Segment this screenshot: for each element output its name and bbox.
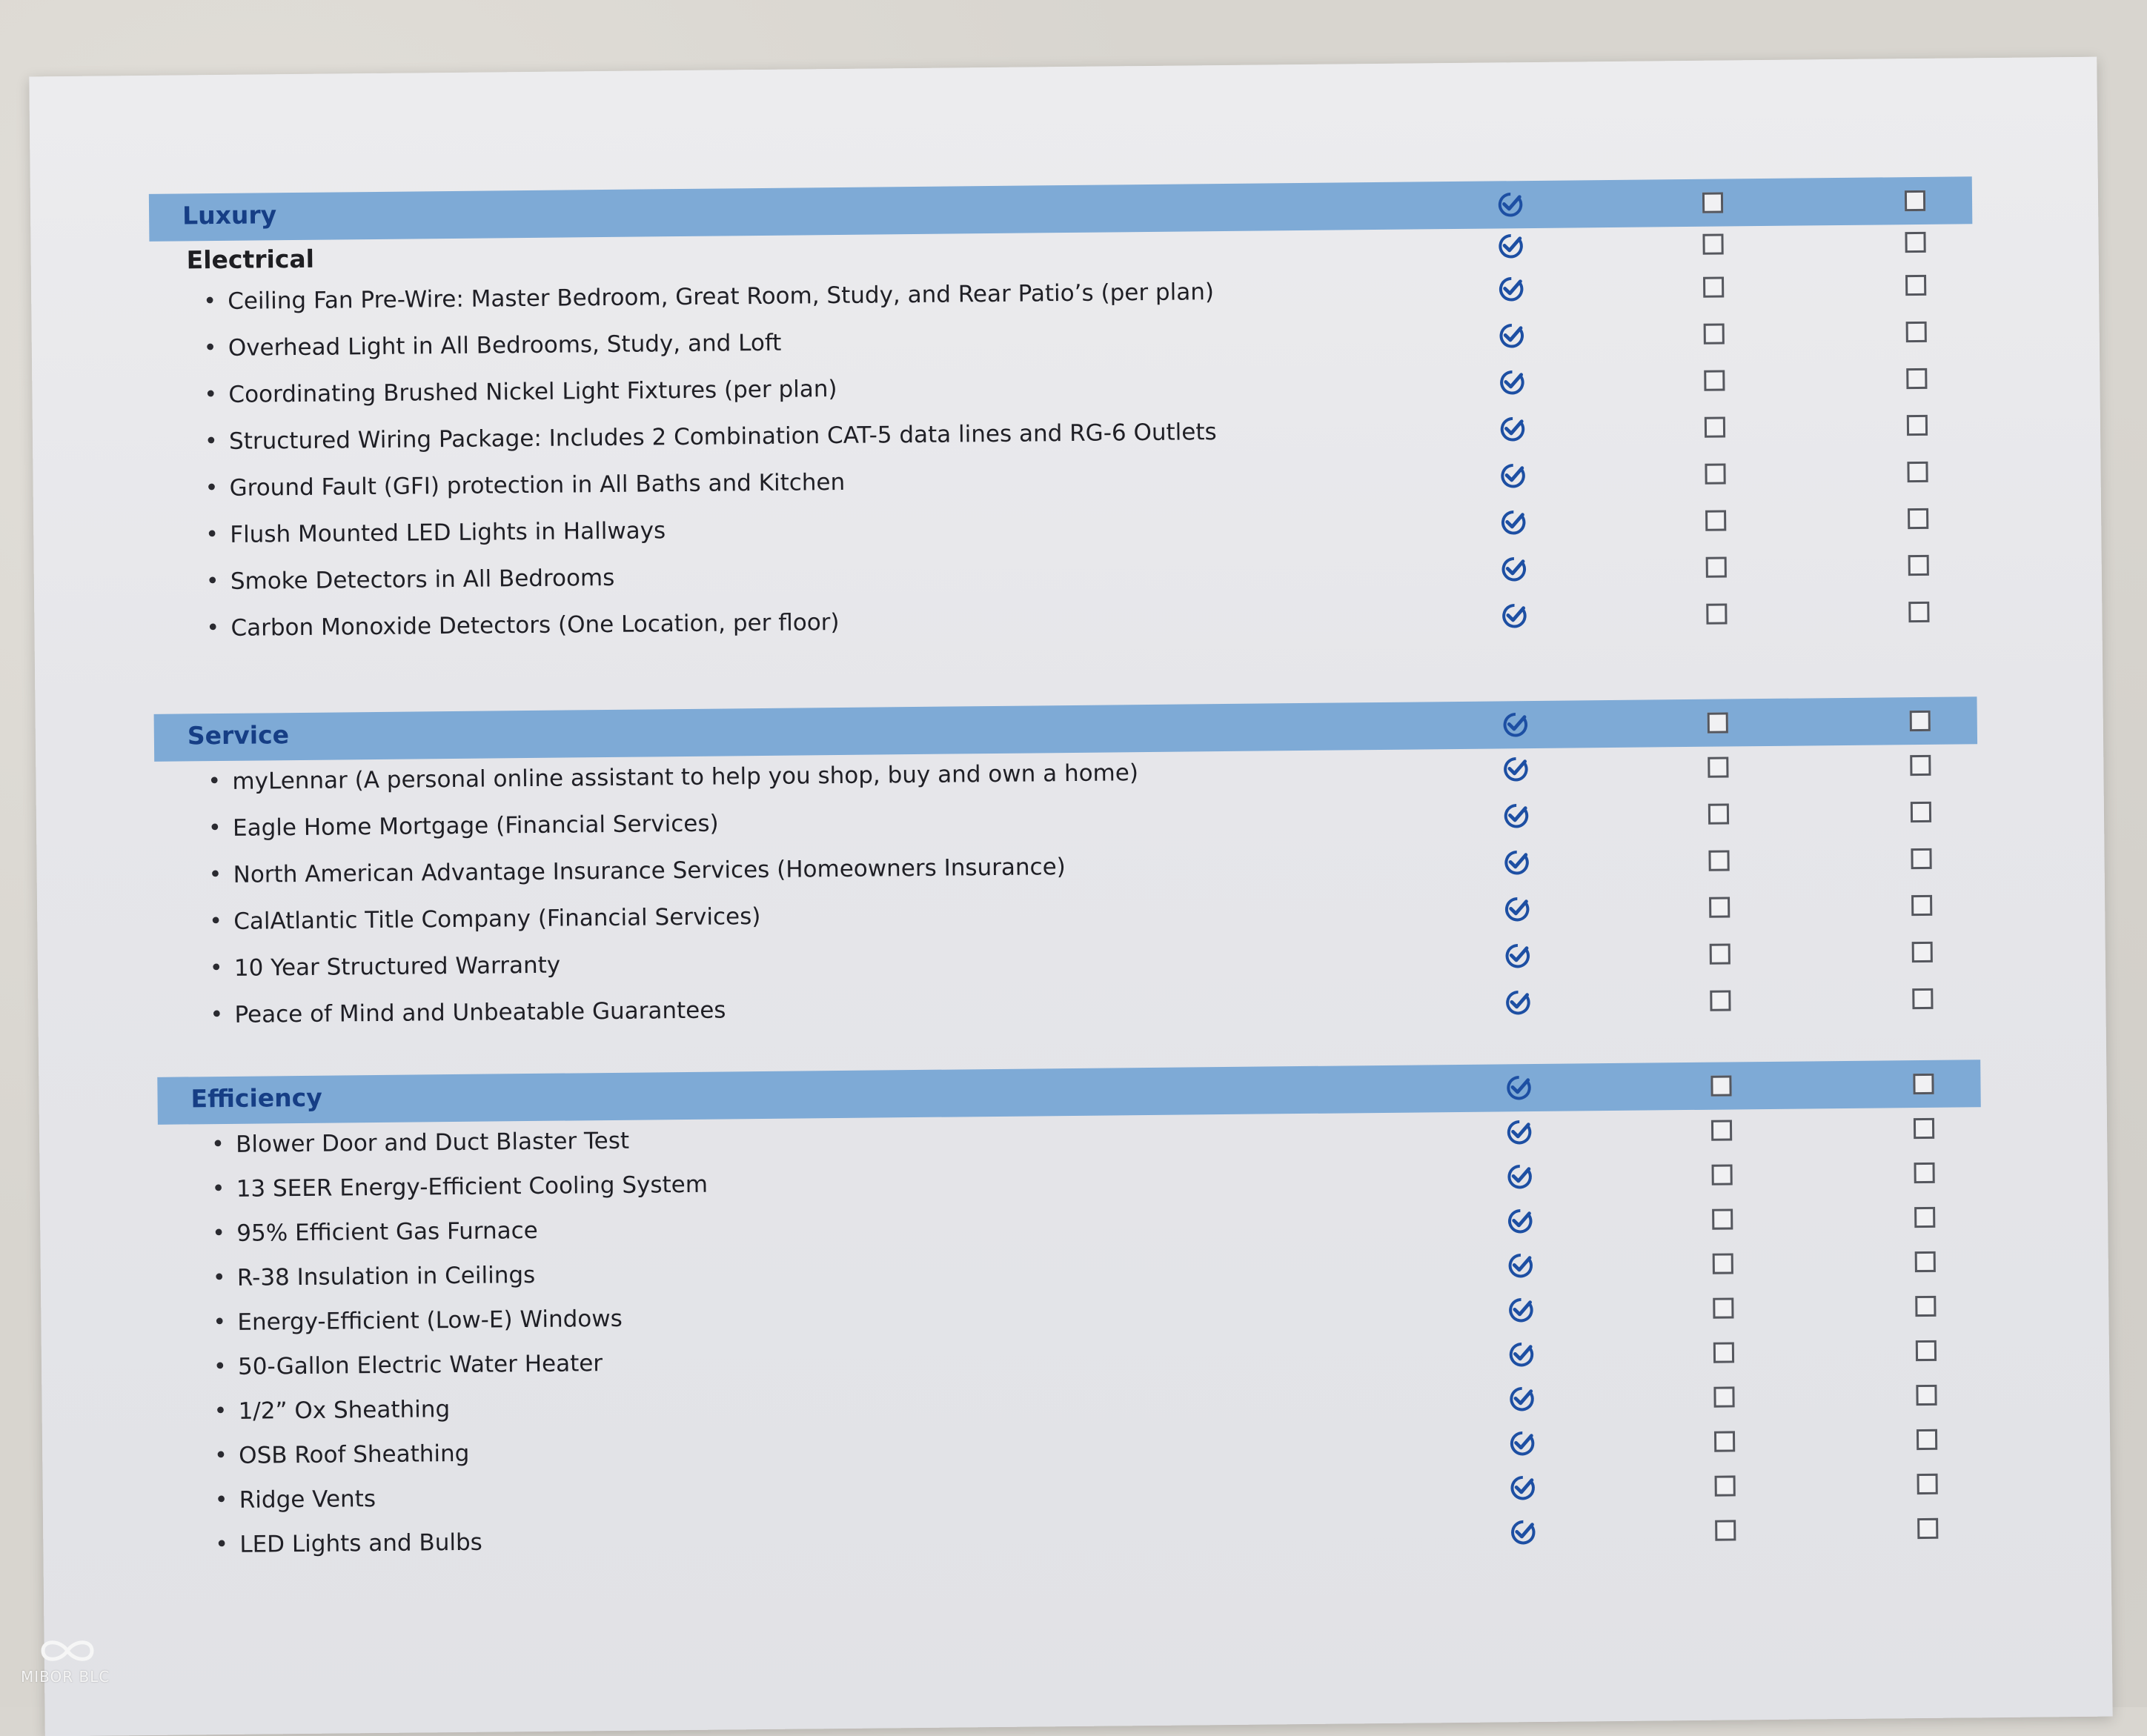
feature-text: Structured Wiring Package: Includes 2 Combination CAT-5 data lines and RG-6 Outlets — [228, 419, 1217, 455]
empty-checkbox — [1911, 1247, 1940, 1277]
empty-checkbox — [1912, 1425, 1942, 1454]
section-luxury — [149, 176, 1977, 655]
feature-text: Overhead Light in All Bedrooms, Study, and Loft — [228, 329, 782, 362]
checked-circle-icon — [1507, 1429, 1537, 1458]
feature-text: 50-Gallon Electric Water Heater — [237, 1350, 603, 1380]
empty-checkbox — [1913, 1514, 1942, 1543]
bullet-icon: • — [213, 1397, 228, 1425]
bullet-icon: • — [208, 861, 222, 888]
section-title: Luxury — [182, 200, 277, 230]
bullet-icon: • — [209, 908, 223, 935]
checked-circle-icon — [1505, 1206, 1535, 1236]
empty-checkbox — [1708, 1204, 1737, 1234]
bullet-icon: • — [204, 382, 218, 408]
checked-circle-icon — [1498, 414, 1527, 444]
empty-checkbox — [1699, 272, 1728, 302]
feature-text: R-38 Insulation in Ceilings — [236, 1261, 536, 1291]
empty-checkbox — [1902, 364, 1931, 393]
empty-checkbox — [1906, 844, 1936, 874]
checked-circle-icon — [1496, 274, 1526, 304]
empty-checkbox — [1904, 597, 1934, 627]
bullet-icon: • — [205, 475, 219, 502]
feature-text: Coordinating Brushed Nickel Light Fixtures (per plan) — [228, 375, 837, 408]
empty-checkbox — [1710, 1426, 1739, 1456]
empty-checkbox — [1902, 457, 1932, 487]
checked-circle-icon — [1499, 508, 1528, 537]
empty-checkbox — [1912, 1469, 1942, 1499]
feature-text: Ceiling Fan Pre-Wire: Master Bedroom, Great Room, Study, and Rear Patio’s (per plan) — [228, 279, 1215, 315]
feature-text: 13 SEER Energy-Efficient Cooling System — [236, 1171, 709, 1203]
watermark-label: MIBOR BLC — [21, 1668, 110, 1686]
checked-circle-icon — [1504, 1073, 1533, 1103]
bullet-icon: • — [214, 1442, 228, 1469]
empty-checkbox — [1702, 599, 1731, 628]
empty-checkbox — [1900, 227, 1930, 257]
empty-checkbox — [1907, 891, 1937, 920]
bullet-icon: • — [215, 1531, 229, 1558]
checked-circle-icon — [1504, 1117, 1534, 1147]
section-title: Efficiency — [190, 1082, 322, 1114]
feature-text: Peace of Mind and Unbeatable Guarantees — [234, 997, 726, 1028]
feature-text: CalAtlantic Title Company (Financial Services) — [233, 903, 761, 935]
empty-checkbox — [1705, 892, 1734, 922]
empty-checkbox — [1902, 410, 1932, 440]
empty-checkbox — [1904, 551, 1934, 580]
item-list — [150, 264, 1977, 655]
bullet-icon: • — [212, 1220, 226, 1247]
bullet-icon: • — [203, 288, 217, 315]
empty-checkbox — [1900, 186, 1930, 216]
feature-text: OSB Roof Sheathing — [239, 1440, 470, 1469]
checked-circle-icon — [1506, 1295, 1536, 1325]
section-efficiency — [157, 1060, 1985, 1569]
empty-checkbox — [1903, 504, 1933, 533]
empty-checkbox — [1709, 1382, 1739, 1411]
checked-circle-icon — [1503, 941, 1533, 971]
checked-circle-icon — [1499, 601, 1529, 631]
empty-checkbox — [1908, 984, 1937, 1014]
feature-text: Ground Fault (GFI) protection in All Baths and Kitchen — [229, 468, 846, 502]
empty-checkbox — [1911, 1336, 1941, 1366]
empty-checkbox — [1703, 708, 1733, 737]
feature-text: LED Lights and Bulbs — [239, 1529, 482, 1558]
empty-checkbox — [1707, 1115, 1736, 1145]
checked-circle-icon — [1501, 754, 1530, 784]
empty-checkbox — [1700, 412, 1730, 442]
feature-text: North American Advantage Insurance Services (Homeowners Insurance) — [233, 854, 1066, 888]
bullet-icon: • — [210, 1131, 225, 1158]
empty-checkbox — [1906, 797, 1936, 827]
subheading: Electrical — [186, 244, 315, 275]
empty-checkbox — [1700, 459, 1730, 488]
bullet-icon: • — [203, 335, 217, 362]
bullet-icon: • — [211, 1175, 225, 1203]
bullet-icon: • — [213, 1308, 227, 1336]
checked-circle-icon — [1503, 988, 1533, 1017]
checked-circle-icon — [1504, 1162, 1534, 1191]
bullet-icon: • — [205, 522, 219, 548]
feature-text: 10 Year Structured Warranty — [233, 951, 561, 982]
section-service — [154, 696, 1980, 1042]
empty-checkbox — [1908, 937, 1937, 967]
empty-checkbox — [1908, 1069, 1938, 1099]
empty-checkbox — [1709, 1337, 1739, 1367]
bullet-icon: • — [208, 768, 222, 795]
empty-checkbox — [1701, 505, 1730, 535]
bullet-icon: • — [214, 1486, 228, 1514]
feature-text: Blower Door and Duct Blaster Test — [235, 1127, 630, 1158]
checked-circle-icon — [1499, 554, 1529, 584]
item-list — [158, 1107, 1985, 1569]
empty-checkbox — [1902, 317, 1931, 347]
checked-circle-icon — [1496, 231, 1525, 261]
empty-checkbox — [1705, 939, 1735, 968]
checked-circle-icon — [1498, 461, 1527, 490]
feature-text: 95% Efficient Gas Furnace — [236, 1217, 538, 1247]
feature-text: myLennar (A personal online assistant to help you shop, buy and own a home) — [232, 759, 1139, 795]
empty-checkbox — [1708, 1248, 1738, 1278]
feature-text: Smoke Detectors in All Bedrooms — [230, 564, 615, 595]
bullet-icon: • — [208, 814, 222, 842]
empty-checkbox — [1699, 319, 1729, 348]
empty-checkbox — [1702, 552, 1731, 582]
checked-circle-icon — [1506, 1251, 1536, 1280]
empty-checkbox — [1909, 1158, 1939, 1188]
checked-circle-icon — [1508, 1517, 1538, 1547]
bullet-icon: • — [212, 1264, 226, 1291]
watermark — [21, 1634, 117, 1693]
checked-circle-icon — [1501, 710, 1530, 739]
bullet-icon: • — [205, 568, 219, 595]
checked-circle-icon — [1497, 321, 1527, 350]
empty-checkbox — [1705, 985, 1735, 1015]
feature-sheet — [29, 57, 2112, 1736]
feature-text: Ridge Vents — [239, 1486, 376, 1514]
empty-checkbox — [1708, 1293, 1738, 1323]
checked-circle-icon — [1497, 368, 1527, 397]
checked-circle-icon — [1502, 894, 1532, 924]
empty-checkbox — [1704, 845, 1733, 875]
empty-checkbox — [1710, 1471, 1739, 1500]
checked-circle-icon — [1507, 1340, 1536, 1369]
empty-checkbox — [1707, 1160, 1736, 1189]
infinity-logo-icon — [21, 1634, 117, 1668]
checked-circle-icon — [1507, 1473, 1537, 1503]
empty-checkbox — [1905, 706, 1935, 736]
bullet-icon: • — [209, 954, 223, 982]
checked-circle-icon — [1496, 190, 1525, 219]
empty-checkbox — [1905, 751, 1935, 780]
checked-circle-icon — [1501, 848, 1531, 877]
empty-checkbox — [1706, 1071, 1736, 1100]
empty-checkbox — [1909, 1114, 1939, 1143]
checked-circle-icon — [1507, 1384, 1536, 1414]
feature-text: Carbon Monoxide Detectors (One Location, per floor) — [230, 608, 840, 642]
feature-text: 1/2” Ox Sheathing — [238, 1396, 451, 1425]
bullet-icon: • — [213, 1353, 227, 1380]
bullet-icon: • — [204, 428, 218, 455]
empty-checkbox — [1710, 1515, 1740, 1545]
bullet-icon: • — [206, 615, 220, 642]
empty-checkbox — [1704, 799, 1733, 828]
empty-checkbox — [1910, 1203, 1939, 1232]
empty-checkbox — [1901, 270, 1931, 300]
empty-checkbox — [1703, 752, 1733, 782]
item-list — [154, 744, 1980, 1042]
checked-circle-icon — [1501, 801, 1531, 831]
feature-text: Energy-Efficient (Low-E) Windows — [237, 1305, 623, 1336]
feature-text: Flush Mounted LED Lights in Hallways — [230, 517, 666, 548]
section-title: Service — [187, 720, 290, 751]
empty-checkbox — [1698, 187, 1728, 217]
empty-checkbox — [1698, 229, 1728, 259]
empty-checkbox — [1699, 365, 1729, 395]
empty-checkbox — [1911, 1291, 1940, 1321]
bullet-icon: • — [210, 1001, 224, 1028]
feature-text: Eagle Home Mortgage (Financial Services) — [232, 810, 719, 842]
empty-checkbox — [1911, 1380, 1941, 1410]
